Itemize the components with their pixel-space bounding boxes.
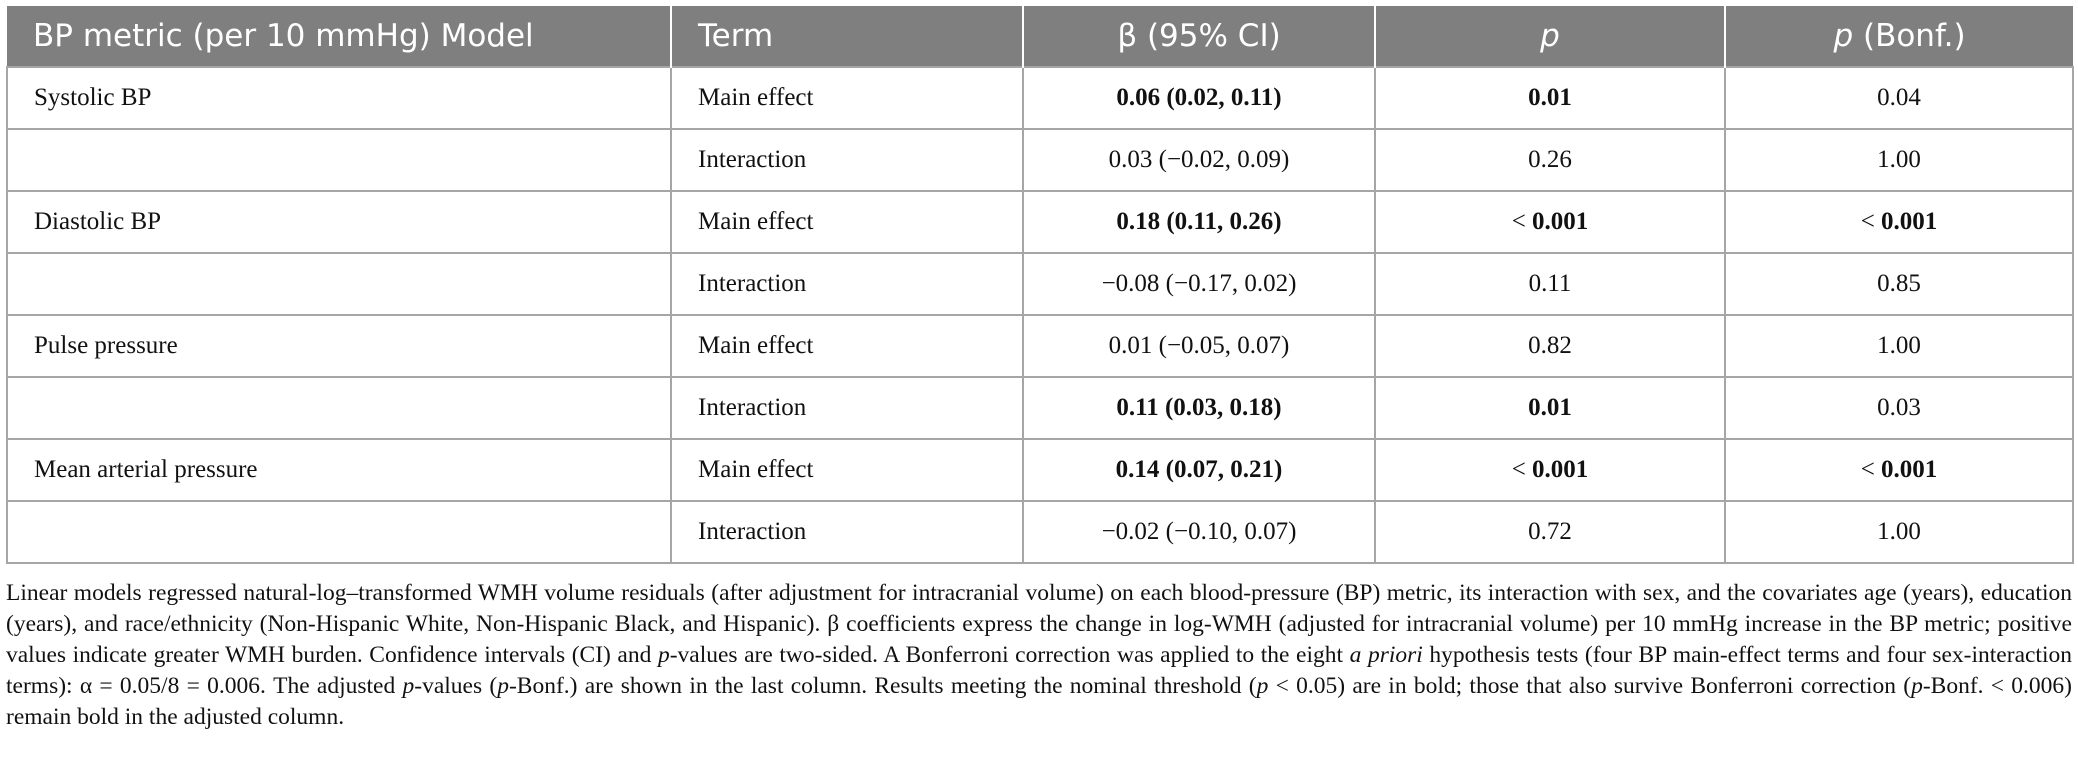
- cell-p: [1375, 129, 1725, 191]
- cell-p: [1375, 191, 1725, 253]
- p-text: 0.82: [1528, 332, 1572, 359]
- cell-term: [671, 67, 1023, 129]
- p-bonf-text: 1.00: [1877, 332, 1921, 359]
- cell-p-bonf: [1725, 439, 2073, 501]
- cell-metric: [7, 377, 671, 439]
- table-row: [7, 253, 2073, 315]
- header-term: Term: [671, 6, 1023, 67]
- caption-text-1: Linear models regressed natural-log–transformed WMH volume residuals (after adjustment for intracranial volume) on each blood-pressure (BP) metric, its interaction with sex, and the covariates age (years), education (years), and race/ethnicity (Non-Hispanic White, Non-Hispanic Black, and Hispanic). β coefficients express the change in log-WMH (adjusted for intracranial volume) per 10 mmHg increase in the BP metric; positive values indicate greater WMH burden. Confidence intervals (CI) and: [6, 580, 2072, 668]
- term-text: Main effect: [698, 208, 814, 235]
- cell-metric: [7, 67, 671, 129]
- beta-text: 0.11 (0.03, 0.18): [1116, 394, 1282, 421]
- cell-p-bonf: [1725, 501, 2073, 563]
- p-bonf-text: 0.001: [1881, 456, 1938, 483]
- metric-text: Systolic BP: [34, 84, 152, 111]
- p-bonf-prefix: <: [1860, 456, 1882, 483]
- header-p-bonf-rest: (Bonf.): [1853, 18, 1966, 54]
- table-row: [7, 191, 2073, 253]
- p-text: 0.11: [1528, 270, 1572, 297]
- caption-text-6: < 0.05) are in bold; those that also survive Bonferroni correction (: [1268, 673, 1912, 699]
- cell-term: [671, 439, 1023, 501]
- cell-term: [671, 377, 1023, 439]
- cell-p: [1375, 253, 1725, 315]
- p-prefix: <: [1511, 208, 1533, 235]
- p-bonf-text: 0.03: [1877, 394, 1921, 421]
- caption-p-4: p: [1256, 673, 1269, 699]
- caption-a-priori: a priori: [1349, 642, 1423, 668]
- beta-text: 0.14 (0.07, 0.21): [1115, 456, 1283, 483]
- cell-p: [1375, 315, 1725, 377]
- p-bonf-text: 1.00: [1877, 146, 1921, 173]
- beta-text: 0.18 (0.11, 0.26): [1116, 208, 1282, 235]
- p-text: 0.01: [1528, 84, 1572, 111]
- cell-p-bonf: [1725, 191, 2073, 253]
- p-bonf-prefix: <: [1860, 208, 1882, 235]
- p-bonf-text: 1.00: [1877, 518, 1921, 545]
- table-body: [7, 67, 2073, 563]
- header-p-bonf-italic: p: [1833, 18, 1854, 54]
- cell-p: [1375, 377, 1725, 439]
- table-row: [7, 439, 2073, 501]
- cell-metric: [7, 253, 671, 315]
- table-row: [7, 315, 2073, 377]
- cell-p-bonf: [1725, 129, 2073, 191]
- header-metric: BP metric (per 10 mmHg) Model: [7, 6, 671, 67]
- cell-term: [671, 129, 1023, 191]
- table-row: [7, 377, 2073, 439]
- term-text: Main effect: [698, 456, 814, 483]
- table-row: [7, 129, 2073, 191]
- p-bonf-text: 0.04: [1877, 84, 1921, 111]
- caption-p-3: p: [497, 673, 509, 699]
- cell-term: [671, 191, 1023, 253]
- caption-text-4: -values (: [414, 673, 498, 699]
- cell-beta: [1023, 253, 1375, 315]
- cell-p-bonf: [1725, 377, 2073, 439]
- cell-metric: [7, 439, 671, 501]
- table-header-row: [7, 6, 2073, 67]
- header-p: p: [1375, 6, 1725, 67]
- cell-beta: [1023, 129, 1375, 191]
- cell-p-bonf: [1725, 315, 2073, 377]
- term-text: Main effect: [698, 84, 814, 111]
- cell-term: [671, 253, 1023, 315]
- caption-p-5: p: [1911, 673, 1923, 699]
- cell-beta: [1023, 501, 1375, 563]
- cell-term: [671, 501, 1023, 563]
- p-text: 0.01: [1528, 394, 1572, 421]
- caption-text-3: hypothesis tests (four BP main-effect terms and four sex-interaction terms): α = 0.05/8 = 0.006. The adjusted: [6, 642, 2072, 699]
- table-row: [7, 501, 2073, 563]
- header-p-bonf: [1725, 6, 2073, 67]
- p-bonf-text: 0.001: [1881, 208, 1938, 235]
- cell-metric: [7, 501, 671, 563]
- header-beta: β (95% CI): [1023, 6, 1375, 67]
- table-row: [7, 67, 2073, 129]
- p-text: 0.001: [1532, 456, 1589, 483]
- term-text: Main effect: [698, 332, 814, 359]
- beta-text: 0.06 (0.02, 0.11): [1116, 84, 1282, 111]
- cell-beta: [1023, 439, 1375, 501]
- cell-metric: [7, 129, 671, 191]
- p-text: 0.26: [1528, 146, 1572, 173]
- term-text: Interaction: [698, 394, 807, 421]
- term-text: Interaction: [698, 146, 807, 173]
- caption-text-5: -Bonf.) are shown in the last column. Results meeting the nominal threshold (: [508, 673, 1257, 699]
- cell-beta: [1023, 315, 1375, 377]
- caption-p-2: p: [402, 673, 415, 699]
- p-text: 0.001: [1532, 208, 1589, 235]
- caption-p-1: p: [657, 642, 670, 668]
- cell-metric: [7, 191, 671, 253]
- beta-text: 0.03 (−0.02, 0.09): [1108, 146, 1290, 173]
- cell-p: [1375, 439, 1725, 501]
- table-caption: [6, 578, 2072, 733]
- caption-text-7: -Bonf. < 0.006) remain bold in the adjusted column.: [6, 673, 2073, 730]
- cell-beta: [1023, 191, 1375, 253]
- cell-p: [1375, 67, 1725, 129]
- p-text: 0.72: [1528, 518, 1572, 545]
- term-text: Interaction: [698, 518, 807, 545]
- p-bonf-text: 0.85: [1877, 270, 1921, 297]
- cell-p: [1375, 501, 1725, 563]
- beta-text: −0.02 (−0.10, 0.07): [1101, 518, 1297, 545]
- metric-text: Mean arterial pressure: [34, 456, 258, 483]
- p-prefix: <: [1511, 456, 1533, 483]
- term-text: Interaction: [698, 270, 807, 297]
- caption-text-2: -values are two-sided. A Bonferroni correction was applied to the eight: [669, 642, 1350, 668]
- metric-text: Diastolic BP: [34, 208, 162, 235]
- results-table: [6, 6, 2074, 564]
- cell-term: [671, 315, 1023, 377]
- beta-text: 0.01 (−0.05, 0.07): [1108, 332, 1290, 359]
- cell-p-bonf: [1725, 67, 2073, 129]
- metric-text: Pulse pressure: [34, 332, 178, 359]
- cell-metric: [7, 315, 671, 377]
- table-figure: [6, 6, 2072, 733]
- beta-text: −0.08 (−0.17, 0.02): [1101, 270, 1297, 297]
- cell-p-bonf: [1725, 253, 2073, 315]
- cell-beta: [1023, 67, 1375, 129]
- cell-beta: [1023, 377, 1375, 439]
